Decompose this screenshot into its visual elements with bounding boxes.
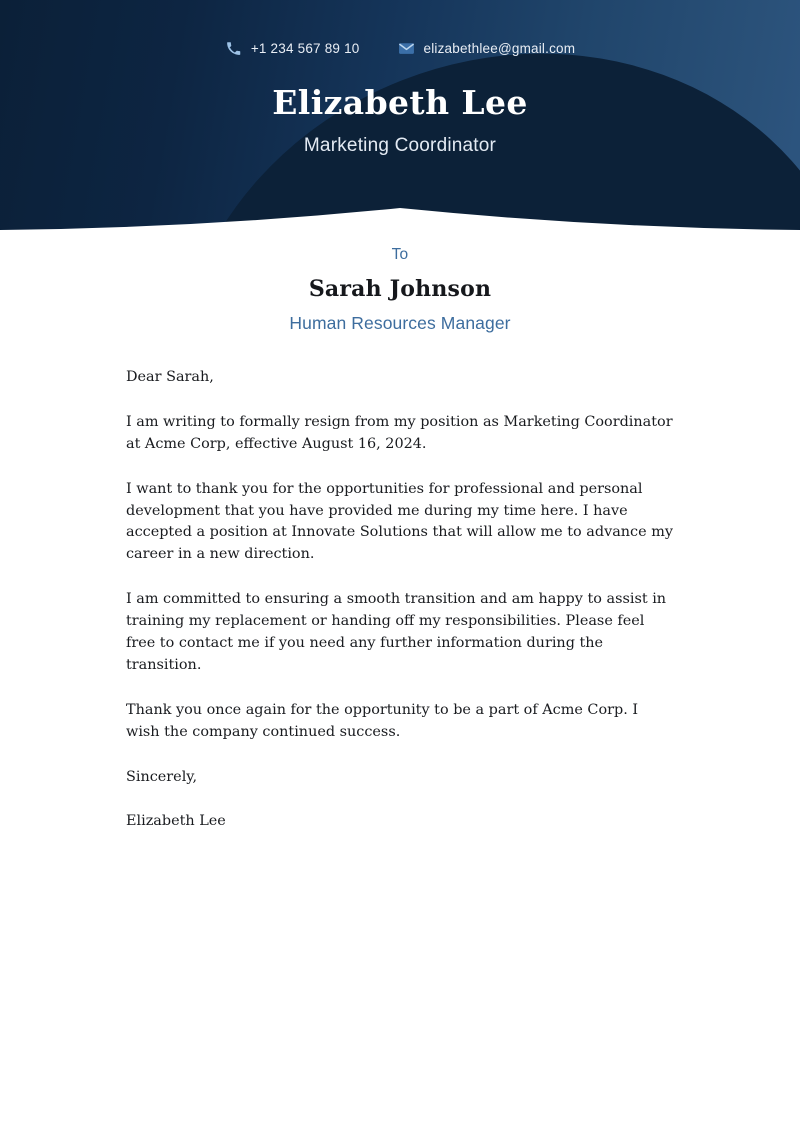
phone-number-text: +1 234 567 89 10 — [250, 41, 360, 56]
letter-header — [0, 0, 800, 234]
letter-paragraph-4: Thank you once again for the opportunity to be a part of Acme Corp. I wish the company continued success. — [126, 701, 639, 740]
contact-phone[interactable] — [225, 40, 360, 57]
recipient-name: Sarah Johnson — [308, 276, 492, 302]
email-address-text: elizabethlee@gmail.com — [423, 41, 576, 56]
phone-icon — [225, 40, 242, 57]
letter-body — [126, 334, 674, 833]
sender-name: Elizabeth Lee — [272, 83, 528, 122]
letter-paragraph-2: I want to thank you for the opportunities for professional and personal development that you have provided me during my time here. I have accepted a position at Innovate Solutions that will allow me to advance my career in a new direction. — [126, 480, 673, 563]
letter-closing: Sincerely, — [126, 768, 198, 785]
email-icon — [398, 40, 415, 57]
letter-paragraph-1: I am writing to formally resign from my position as Marketing Coordinator at Acme Corp, effective August 16, 2024. — [126, 413, 673, 452]
recipient-job-title: Human Resources Manager — [289, 313, 511, 333]
letter-salutation: Dear Sarah, — [126, 369, 214, 385]
contact-email[interactable] — [398, 40, 576, 57]
sender-job-title: Marketing Coordinator — [303, 135, 497, 156]
header-content — [0, 0, 800, 157]
recipient-to-label: To — [391, 246, 409, 263]
recipient-block — [0, 234, 800, 334]
header-wave-divider — [0, 208, 800, 234]
contact-row — [0, 0, 800, 57]
letter-paragraph-3: I am committed to ensuring a smooth transition and am happy to assist in training my replacement or handing off my responsibilities. Please feel free to contact me if you need any further information during the transition. — [126, 591, 667, 673]
letter-signature: Elizabeth Lee — [126, 813, 226, 830]
